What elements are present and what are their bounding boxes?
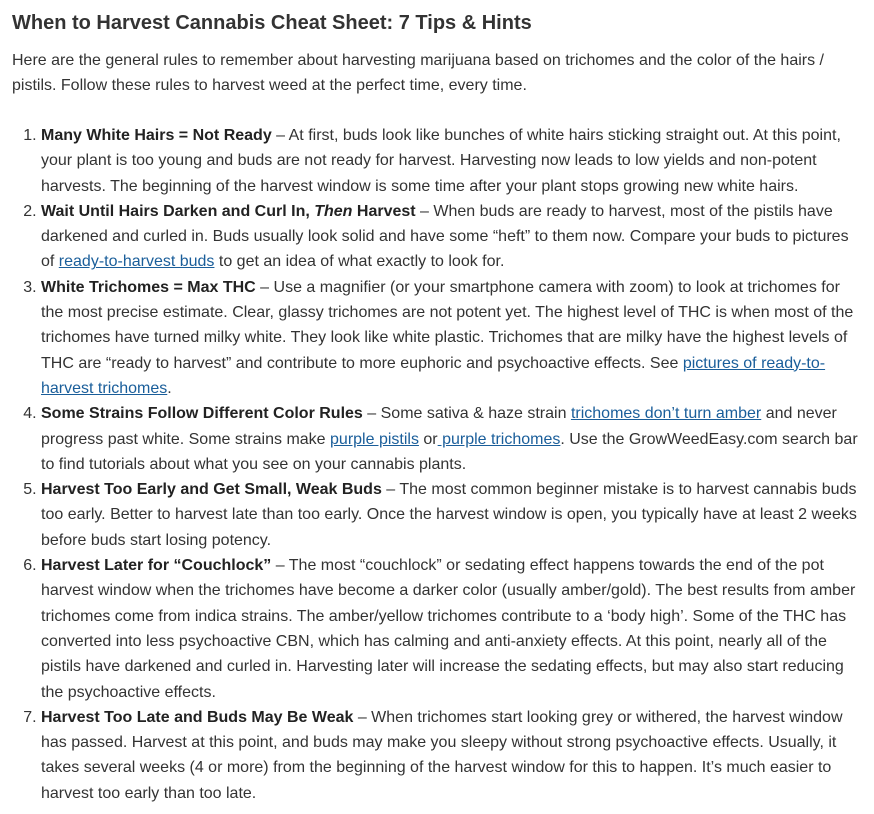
tip-text: and never progress past white. Some strains make	[41, 405, 837, 448]
tip-heading: Harvest Later for “Couchlock”	[41, 557, 272, 575]
tip-text: to get an idea of what exactly to look for.	[214, 253, 505, 271]
list-item	[41, 123, 862, 199]
ready-to-harvest-buds-link[interactable]: ready-to-harvest buds	[58, 253, 215, 271]
tip-heading: Harvest Too Early and Get Small, Weak Buds	[41, 481, 382, 499]
list-item	[41, 477, 862, 553]
tip-text: . Use the GrowWeedEasy.com search bar to find tutorials about what you see on your cannabis plants.	[41, 430, 858, 473]
tip-text: .	[167, 379, 172, 397]
tip-text: – At first, buds look like bunches of white hairs sticking straight out. At this point, your plant is too young and buds are not ready for harvest. Harvesting now leads to low yields and non-potent harvests. The beginning of the harvest window is some time after your plant stops growing new white hairs.	[41, 127, 841, 195]
list-item	[41, 199, 862, 275]
tip-heading-part: Wait Until Hairs Darken and Curl In,	[41, 202, 315, 220]
tip-text: – When trichomes start looking grey or withered, the harvest window has passed. Harvest at this point, and buds may make you sleepy without strong psychoactive effects. Usually, it takes several weeks (4 or more) from the beginning of the harvest window for this to happen. It’s much easier to harvest too early than too late.	[41, 708, 843, 802]
tip-heading: Some Strains Follow Different Color Rules	[41, 405, 363, 423]
tip-heading-part: Harvest	[352, 202, 416, 220]
page-title: When to Harvest Cannabis Cheat Sheet: 7 Tips & Hints	[12, 12, 532, 34]
ready-to-harvest-trichomes-link[interactable]: pictures of ready-to-harvest trichomes	[41, 354, 826, 397]
tip-text: – When buds are ready to harvest, most of the pistils have darkened and curled in. Buds usually look solid and have some “heft” to them now. Compare your buds to pictures of	[41, 202, 849, 271]
intro-paragraph: Here are the general rules to remember about harvesting marijuana based on trichomes and the color of the hairs / pistils. Follow these rules to harvest weed at the perfect time, every time.	[12, 52, 824, 94]
list-item	[41, 705, 862, 806]
trichomes-dont-turn-amber-link[interactable]: trichomes don’t turn amber	[570, 405, 762, 423]
list-item	[41, 275, 862, 401]
purple-trichomes-link[interactable]: purple trichomes	[437, 430, 561, 448]
tip-heading	[41, 203, 416, 220]
tip-heading: Harvest Too Late and Buds May Be Weak	[41, 708, 354, 726]
tip-heading-emphasis: Then	[314, 202, 353, 220]
tip-heading: Many White Hairs = Not Ready	[41, 127, 272, 144]
list-item	[41, 401, 862, 477]
tip-text: – Some sativa & haze strain	[362, 405, 571, 423]
tip-text: – The most common beginner mistake is to harvest cannabis buds too early. Better to harvest late than too early. Once the harvest window is open, you typically have at least 2 weeks before buds start losing potency.	[41, 481, 857, 549]
tip-text: – The most “couchlock” or sedating effect happens towards the end of the pot harvest window when the trichomes have become a darker color (usually amber/gold). The best results from amber trichomes come from indica strains. The amber/yellow trichomes contribute to a ‘body high’. Some of the THC has converted into less psychoactive CBN, which has calming and anti-anxiety effects. At this point, nearly all of the pistils have darkened and curled in. Harvesting later will increase the sedating effects, but may also start reducing the psychoactive effects.	[41, 557, 856, 701]
purple-pistils-link[interactable]: purple pistils	[330, 430, 419, 448]
tips-list	[12, 123, 862, 806]
tip-text: – Use a magnifier (or your smartphone camera with zoom) to look at trichomes for the most precise estimate. Clear, glassy trichomes are not potent yet. The highest level of THC is when most of the trichomes have turned milky white. They look like white plastic. Trichomes that are milky have the highest levels of THC are “ready to harvest” and contribute to more euphoric and psychoactive effects. See	[41, 278, 854, 372]
tip-heading: White Trichomes = Max THC	[41, 278, 256, 296]
tip-text: or	[418, 430, 438, 448]
list-item	[41, 553, 862, 705]
